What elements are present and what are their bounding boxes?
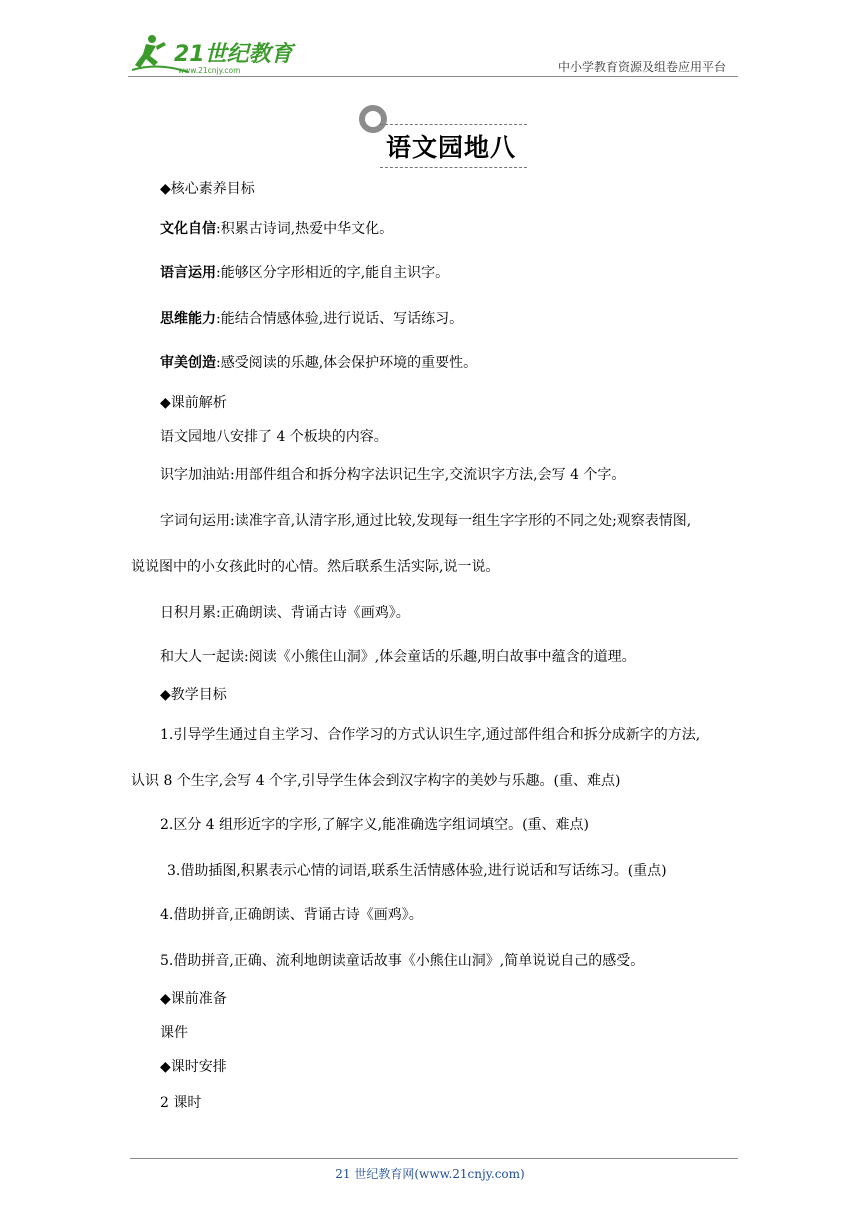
paragraph-line: 2.区分 4 组形近字的字形,了解字义,能准确选字组词填空。(重、难点) — [160, 817, 589, 833]
platform-name: 中小学教育资源及组卷应用平台 — [557, 60, 726, 74]
title-ring-icon — [358, 104, 388, 134]
paragraph-line: 和大人一起读:阅读《小熊住山洞》,体会童话的乐趣,明白故事中蕴含的道理。 — [160, 649, 636, 665]
paragraph-line: 语文园地八安排了 4 个板块的内容。 — [160, 429, 388, 445]
paragraph-line: 字词句运用:读准字音,认清字形,通过比较,发现每一组生字字形的不同之处;观察表情图, — [160, 513, 692, 529]
core-goal-item — [160, 310, 463, 328]
core-goal-text: :能够区分字形相近的字,能自主识字。 — [216, 265, 450, 281]
footer-divider — [130, 1158, 738, 1159]
paragraph-line: 认识 8 个生字,会写 4 个字,引导学生体会到汉字构字的美妙与乐趣。(重、难点) — [131, 773, 621, 789]
core-goal-text: :能结合情感体验,进行说话、写话练习。 — [216, 311, 464, 327]
paragraph-line: 日积月累:正确朗读、背诵古诗《画鸡》。 — [160, 605, 410, 621]
core-goal-item — [160, 220, 393, 238]
core-goal-text: :积累古诗词,热爱中华文化。 — [216, 221, 394, 237]
core-goal-label: 思维能力 — [160, 311, 216, 327]
paragraph-line: 3.借助插图,积累表示心情的词语,联系生活情感体验,进行说话和写话练习。(重点) — [167, 863, 667, 879]
core-goal-label: 审美创造 — [160, 355, 216, 371]
core-goal-text: :感受阅读的乐趣,体会保护环境的重要性。 — [216, 355, 478, 371]
logo — [128, 32, 298, 76]
page-header — [128, 30, 738, 78]
logo-url: www.21cnjy.com — [178, 66, 241, 75]
paragraph-line: 1.引导学生通过自主学习、合作学习的方式认识生字,通过部件组合和拆分成新字的方法, — [160, 727, 701, 743]
schedule-text: 2 课时 — [160, 1095, 202, 1111]
prep-text: 课件 — [160, 1025, 188, 1041]
section-heading-schedule: ◆课时安排 — [160, 1059, 227, 1075]
paragraph-line: 5.借助拼音,正确、流利地朗读童话故事《小熊住山洞》,简单说说自己的感受。 — [160, 953, 645, 969]
header-divider — [128, 76, 738, 77]
section-heading-prep: ◆课前准备 — [160, 991, 227, 1007]
logo-text: 21世纪教育 — [174, 42, 293, 67]
footer-link[interactable]: 21 世纪教育网(www.21cnjy.com) — [335, 1167, 525, 1181]
paragraph-line: 说说图中的小女孩此时的心情。然后联系生活实际,说一说。 — [131, 559, 500, 575]
section-heading-teaching: ◆教学目标 — [160, 687, 227, 703]
paragraph-line: 4.借助拼音,正确朗读、背诵古诗《画鸡》。 — [160, 907, 423, 923]
core-goal-label: 文化自信 — [160, 221, 216, 237]
page-title: 语文园地八 — [386, 133, 517, 162]
core-goal-item — [160, 354, 477, 372]
page-title-block — [358, 104, 533, 170]
title-bottom-dash — [380, 167, 527, 168]
section-heading-core-goals: ◆核心素养目标 — [160, 181, 255, 197]
core-goal-item — [160, 264, 449, 282]
paragraph-line: 识字加油站:用部件组合和拆分构字法识记生字,交流识字方法,会写 4 个字。 — [160, 467, 626, 483]
section-heading-analysis: ◆课前解析 — [160, 395, 227, 411]
title-top-dash — [380, 124, 527, 125]
core-goal-label: 语言运用 — [160, 265, 216, 281]
